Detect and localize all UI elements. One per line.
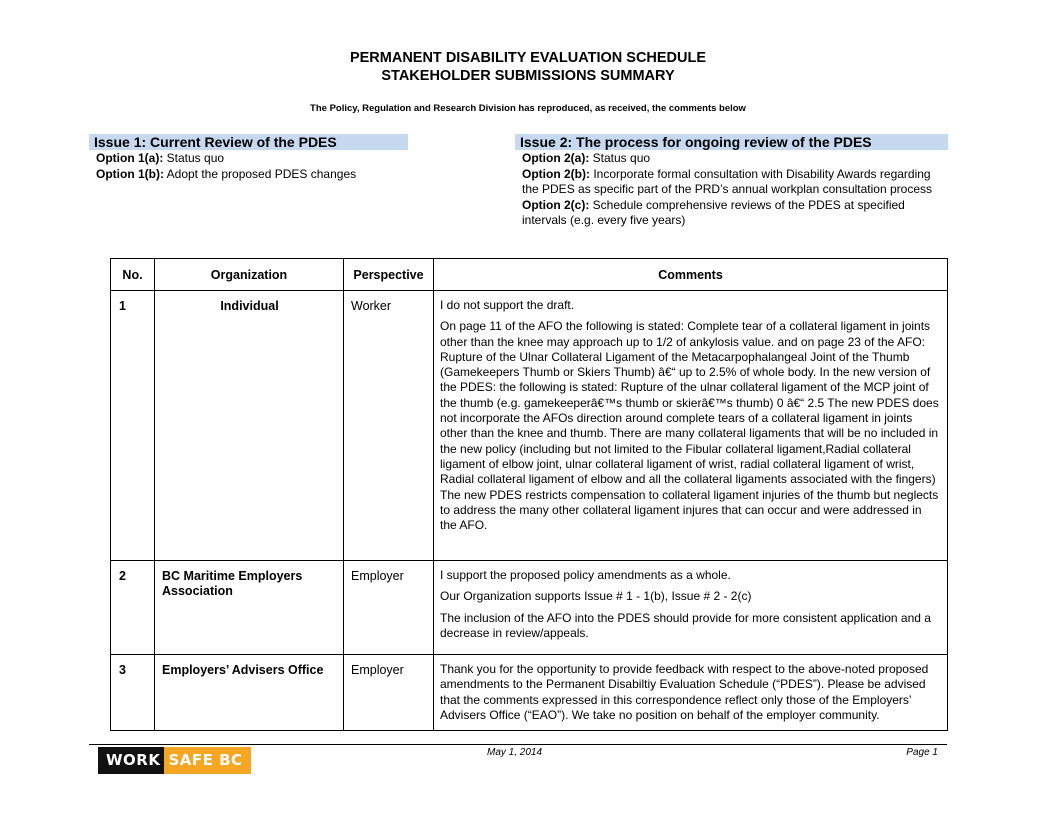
- document-title-line1: PERMANENT DISABILITY EVALUATION SCHEDULE: [349, 50, 707, 66]
- document-title-line2: STAKEHOLDER SUBMISSIONS SUMMARY: [381, 68, 675, 84]
- row-perspective: Employer: [344, 561, 434, 655]
- page-number: Page 1: [906, 747, 938, 758]
- intro-text: The Policy, Regulation and Research Division has reproduced, as received, the comments below: [310, 103, 746, 114]
- option-1a: [96, 151, 406, 167]
- comment-paragraph: The inclusion of the AFO into the PDES should provide for more consistent application and a decrease in review/appeals.: [440, 610, 931, 640]
- option-1b: [96, 167, 406, 183]
- comment-paragraph: Our Organization supports Issue # 1 - 1(b), Issue # 2 - 2(c): [440, 589, 752, 604]
- footer-date: May 1, 2014: [487, 747, 543, 758]
- submissions-table: [110, 258, 948, 731]
- comment-paragraph: I do not support the draft.: [440, 298, 575, 312]
- issue2-options: [522, 151, 932, 229]
- table-row: [111, 291, 948, 561]
- issue2-heading: Issue 2: The process for ongoing review of the PDES: [515, 134, 948, 150]
- option-label: Option 1(a):: [96, 151, 164, 165]
- comment-paragraph: I support the proposed policy amendments as a whole.: [440, 568, 731, 582]
- option-text: Schedule comprehensive reviews of the PDES at specified intervals (e.g. every five years): [522, 197, 905, 227]
- row-number: 3: [111, 655, 155, 731]
- option-label: Option 1(b):: [96, 166, 164, 181]
- worksafebc-logo: [98, 747, 251, 774]
- row-comments: [434, 291, 948, 561]
- header-no: No.: [111, 259, 155, 291]
- row-perspective: Employer: [344, 655, 434, 731]
- option-label: Option 2(c):: [522, 197, 590, 212]
- option-2b: [522, 167, 932, 198]
- row-organization: BC Maritime Employers Association: [155, 561, 344, 655]
- issue1-options: [96, 151, 406, 182]
- option-2c: [522, 198, 932, 229]
- footer-divider: [89, 744, 947, 745]
- row-perspective: Worker: [344, 291, 434, 561]
- header-organization: Organization: [155, 259, 344, 291]
- option-text: Status quo: [163, 151, 225, 165]
- logo-safe-text: SAFE BC: [164, 747, 251, 774]
- row-number: 1: [111, 291, 155, 561]
- option-2a: [522, 151, 932, 167]
- table-row: [111, 655, 948, 731]
- row-organization: Individual: [155, 291, 344, 561]
- header-perspective: Perspective: [344, 259, 434, 291]
- option-label: Option 2(a):: [522, 151, 590, 165]
- row-comments: [434, 655, 948, 731]
- logo-work-text: WORK: [98, 747, 164, 774]
- row-organization: Employers’ Advisers Office: [155, 655, 344, 731]
- option-text: Adopt the proposed PDES changes: [163, 166, 357, 181]
- header-comments: Comments: [434, 259, 948, 291]
- option-text: Incorporate formal consultation with Disability Awards regarding the PDES as specific part of the PRD’s annual workplan consultation process: [522, 166, 932, 196]
- comment-paragraph: Thank you for the opportunity to provide feedback with respect to the above-noted proposed amendments to the Permanent Disabiltiy Evaluation Schedule (“PDES”). Please be advised that the comments expressed in this correspondence reflect only those of the Employers’ Advisers Office (“EAO”). We take no position on behalf of the employer community.: [440, 662, 929, 722]
- comment-paragraph: On page 11 of the AFO the following is stated: Complete tear of a collateral ligament in joints other than the knee may approach up to 1/2 of ankylosis value. and on page 23 of the AFO: Rupture of the Ulnar Collateral Ligament of the Metacarpophalangeal Joint of the Thumb (Gamekeepers Thumb or Skiers Thumb) â€“ up to 2.5% of whole body. In the new version of the PDES: the following is stated: Rupture of the ulnar collateral ligament of the MCP joint of the thumb (e.g. gamekeeperâ€™s thumb or skierâ€™s thumb) 0 â€“ 2.5 The new PDES does not incorporate the AFOs direction around complete tears of a collateral ligament in joints other than the knee and thumb. There are many collateral ligaments that will be no included in the new policy (including but not limited to the Fibular collateral ligament,Radial collateral ligament of elbow joint, ulnar collateral ligament of wrist, radial collateral ligament of wrist, Radial collateral ligament of elbow and all the collateral ligaments associated with the fingers) The new PDES restricts compensation to collateral ligament injuries of the thumb but neglects to address the many other collateral ligament injures that can occur and were addressed in the AFO.: [440, 319, 939, 533]
- table-row: [111, 561, 948, 655]
- option-label: Option 2(b):: [522, 166, 590, 181]
- row-comments: [434, 561, 948, 655]
- issue1-heading: Issue 1: Current Review of the PDES: [89, 134, 408, 150]
- row-number: 2: [111, 561, 155, 655]
- table-header-row: [111, 259, 948, 291]
- option-text: Status quo: [589, 151, 651, 165]
